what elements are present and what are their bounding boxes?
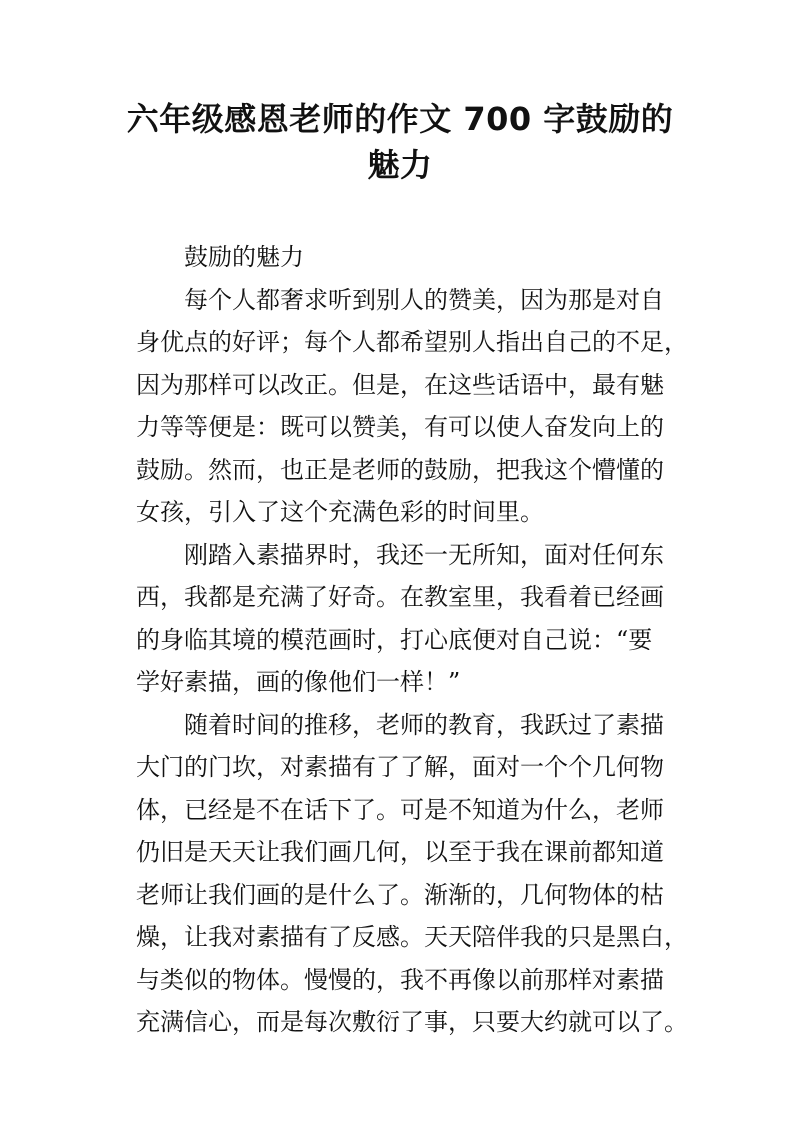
paragraph-first-line: 随着时间的推移，老师的教育，我跃过了素描: [184, 710, 664, 739]
paragraph-line: 体，已经是不在话下了。可是不知道为什么，老师: [136, 795, 664, 824]
paragraph-line: 与类似的物体。慢慢的，我不再像以前那样对素描: [136, 965, 664, 994]
paragraph-line: 的身临其境的模范画时，打心底便对自己说：“要: [136, 625, 653, 654]
paragraph-line: 学好素描，画的像他们一样！”: [136, 668, 461, 696]
paragraph-line: 身优点的好评；每个人都希望别人指出自己的不足，: [136, 328, 688, 356]
paragraph-line: 因为那样可以改正。但是，在这些话语中，最有魅: [136, 370, 664, 399]
paragraph-line: 大门的门坎，对素描有了了解，面对一个个几何物: [136, 753, 664, 781]
title-line-2: 魅力: [367, 146, 433, 184]
paragraph-line: 燥，让我对素描有了反感。天天陪伴我的只是黑白，: [136, 923, 688, 951]
paragraph-first-line: 每个人都奢求听到别人的赞美，因为那是对自: [184, 285, 664, 314]
paragraph-line: 仍旧是天天让我们画几何，以至于我在课前都知道: [136, 838, 664, 866]
paragraph-line: 充满信心，而是每次敷衍了事，只要大约就可以了。: [136, 1008, 688, 1036]
paragraph-first-line: 刚踏入素描界时，我还一无所知，面对任何东: [184, 540, 664, 569]
document-body: [136, 236, 688, 1044]
document-title: [100, 96, 700, 188]
paragraph-line: 女孩，引入了这个充满色彩的时间里。: [136, 498, 544, 526]
paragraph-line: 鼓励。然而，也正是老师的鼓励，把我这个懵懂的: [136, 455, 664, 484]
paragraph-line: 西，我都是充满了好奇。在教室里，我看着已经画: [136, 583, 664, 611]
paragraph-first-line: 鼓励的魅力: [184, 243, 304, 271]
paragraph-line: 老师让我们画的是什么了。渐渐的，几何物体的枯: [136, 880, 664, 909]
title-line-1: 六年级感恩老师的作文 700 字鼓励的: [126, 100, 674, 138]
paragraph-line: 力等等便是：既可以赞美，有可以使人奋发向上的: [136, 413, 664, 441]
